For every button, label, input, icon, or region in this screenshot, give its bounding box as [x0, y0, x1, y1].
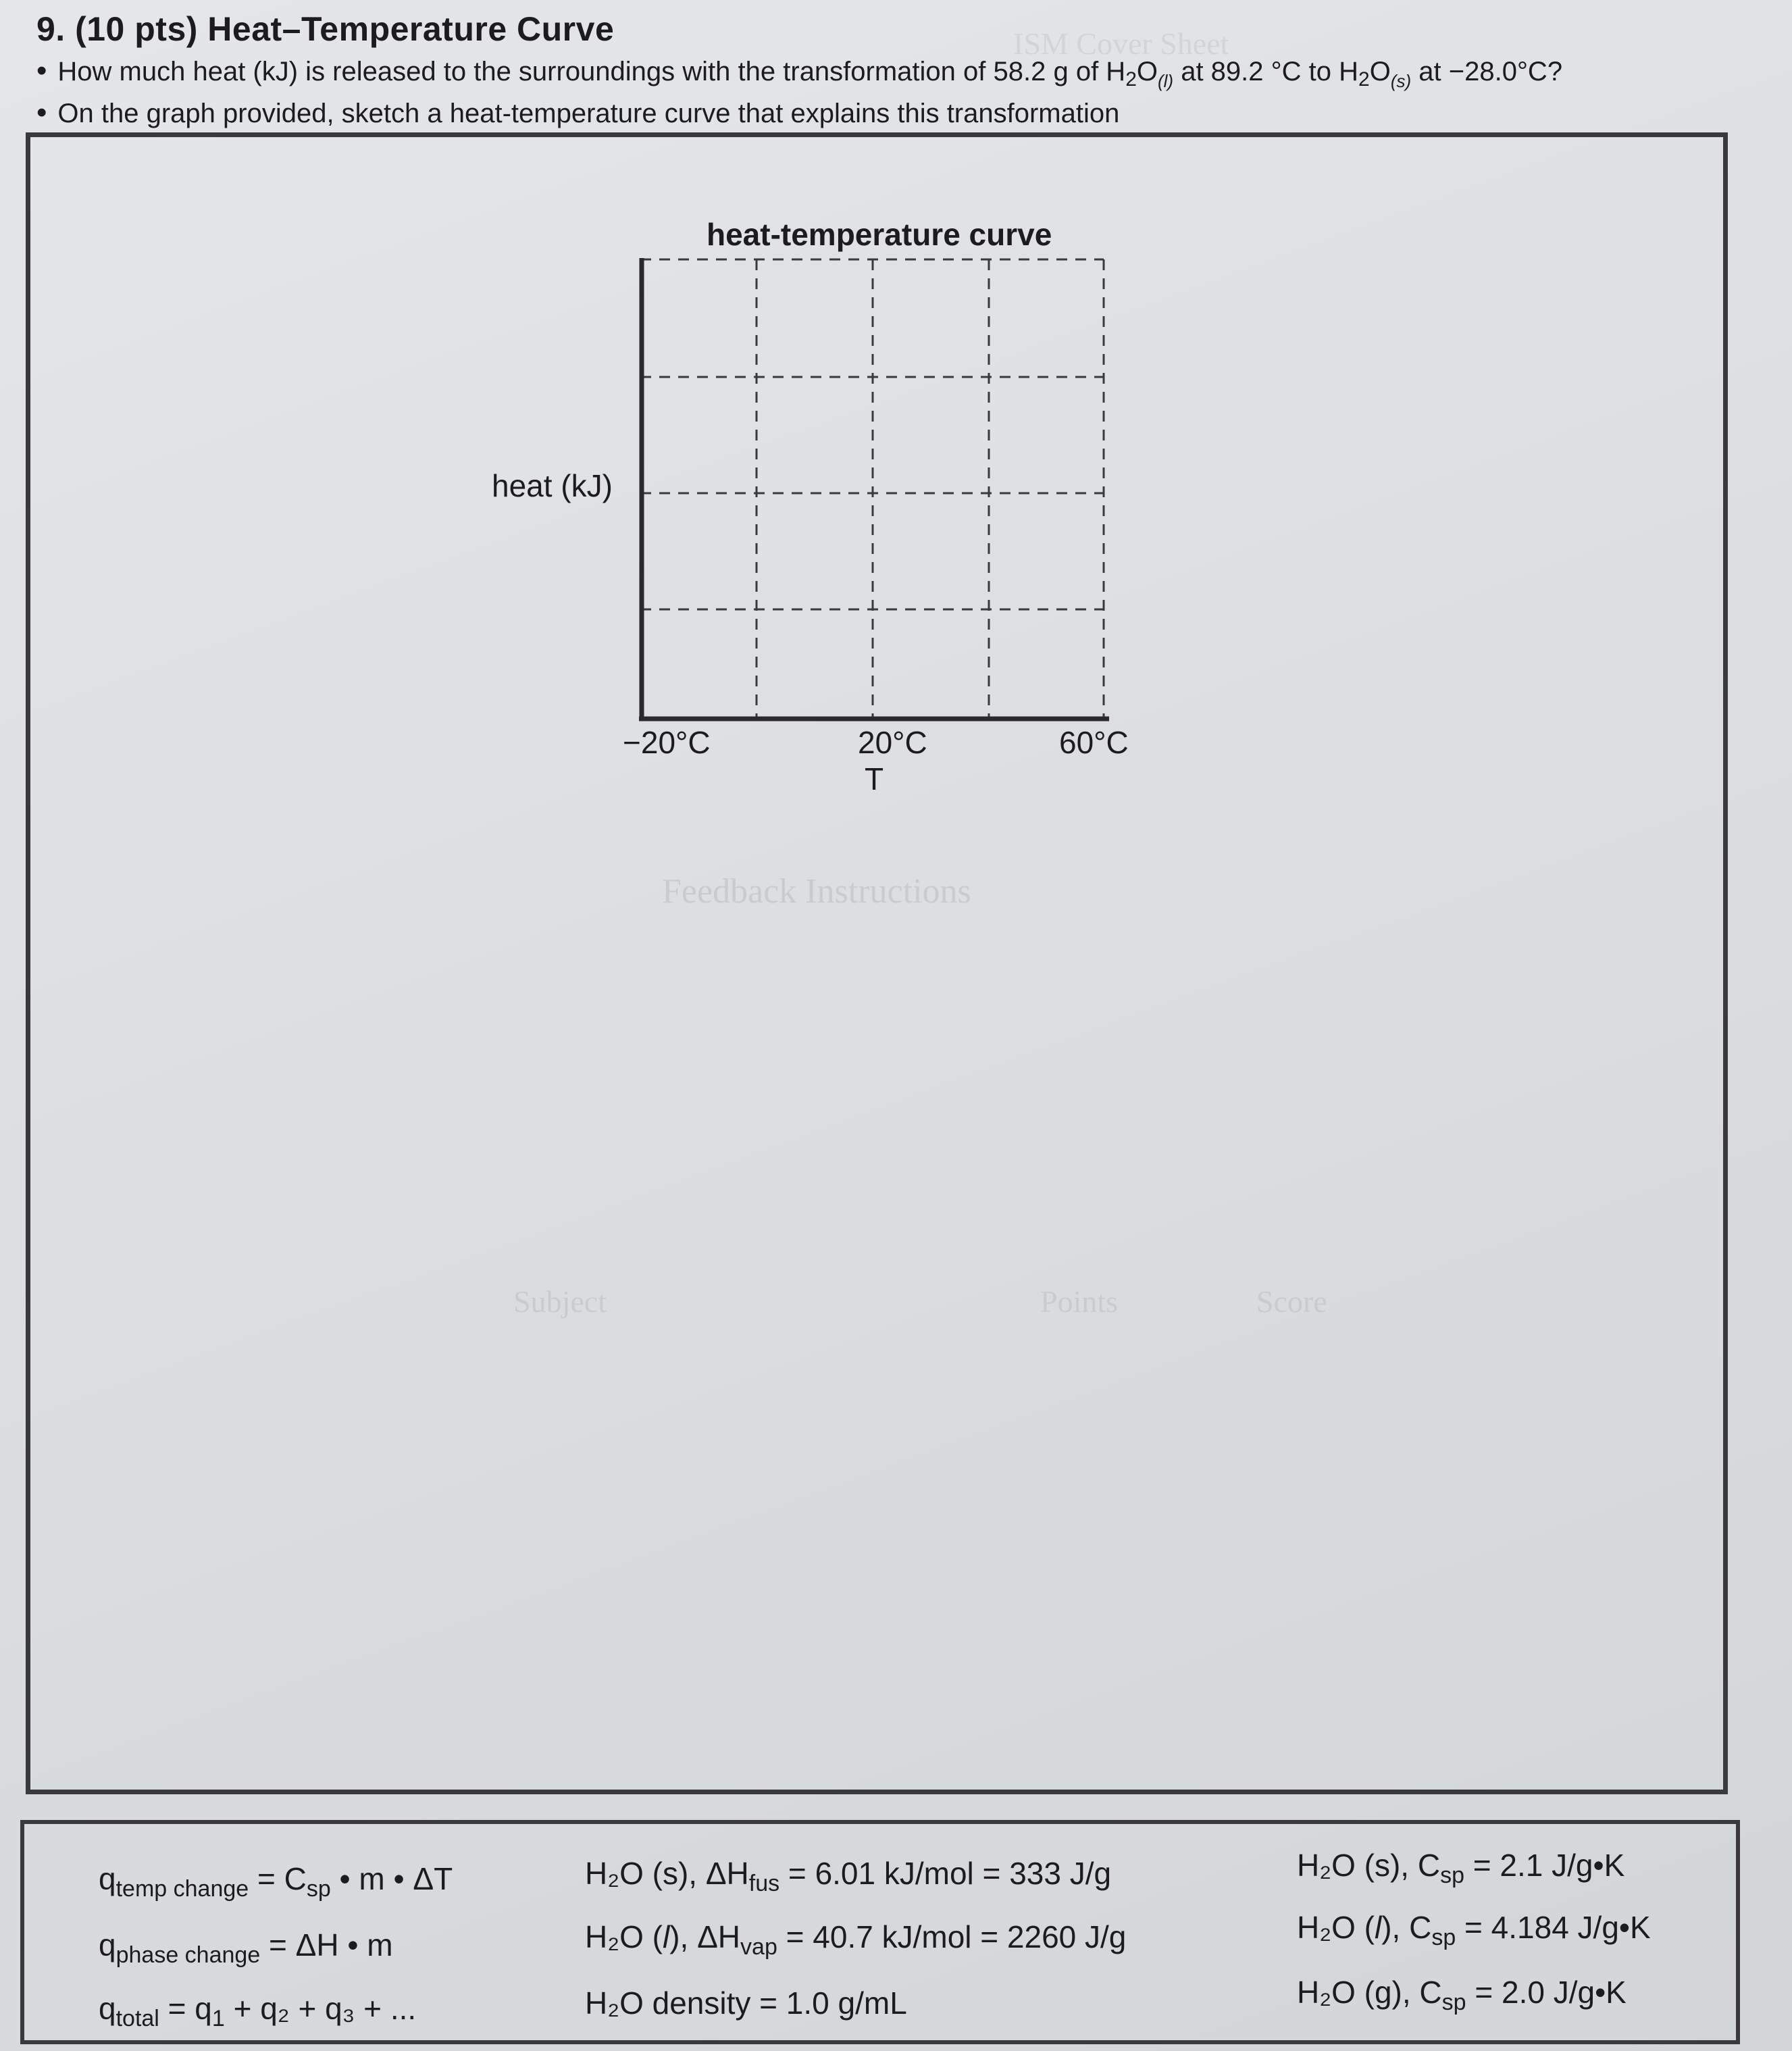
question-bullet-1: • How much heat (kJ) is released to the surroundings with the transformation of 58.2 g of $H_2O_{(l)}$ at 89.2 °C to $H_2O_{(s)}$ at −28.0°C? — [36, 54, 1563, 91]
formula-q-phase-change: $q_{phase change} = \Delta H$ • m — [99, 1927, 393, 1968]
formula-q-total: $q_{total} = q_1 + q_2 + q_3$ + ... — [99, 1991, 417, 2031]
answer-frame[interactable] — [26, 132, 1728, 1794]
bleed-through-3: Subject — [513, 1284, 607, 1319]
graph-title: heat-temperature curve — [707, 217, 1052, 252]
constant-csp-solid: H₂O (s), $C_{sp} = 2.1$ J/g•K — [1297, 1848, 1625, 1888]
bullet-dot: • — [36, 96, 47, 129]
bleed-through-5: Score — [1256, 1284, 1327, 1319]
formula-q-temp-change: $q_{temp change} = C_{sp}$ • m • ΔT — [99, 1861, 453, 1902]
graph-x-label: T — [865, 761, 884, 796]
bullet-dot: • — [36, 54, 47, 87]
question-title: 9. (10 pts) Heat–Temperature Curve — [36, 10, 615, 48]
constant-h-vaporization: H₂O (l), $\Delta H_{vap} = 40.7$ kJ/mol = 2260 J/g — [585, 1919, 1127, 1960]
graph-y-label: heat (kJ) — [492, 468, 613, 503]
x-tick-20: 20°C — [858, 725, 927, 760]
x-tick-neg20: −20°C — [623, 725, 711, 760]
constant-csp-gas: H₂O (g), $C_{sp} = 2.0$ J/g•K — [1297, 1975, 1627, 2015]
x-tick-60: 60°C — [1059, 725, 1129, 760]
bleed-through-4: Points — [1040, 1284, 1119, 1319]
bleed-through: ISM Cover Sheet — [1013, 26, 1229, 61]
constant-csp-liquid: H₂O (l), $C_{sp} = 4.184$ J/g•K — [1297, 1910, 1651, 1950]
bleed-through-2: Feedback Instructions — [662, 872, 971, 911]
constant-h-fusion: H₂O (s), $\Delta H_{fus} = 6.01$ kJ/mol = 333 J/g — [585, 1856, 1112, 1896]
question-bullet-2: • On the graph provided, sketch a heat-temperature curve that explains this transformation — [36, 96, 1120, 129]
constant-water-density: H₂O density = 1.0 g/mL — [585, 1985, 907, 2021]
